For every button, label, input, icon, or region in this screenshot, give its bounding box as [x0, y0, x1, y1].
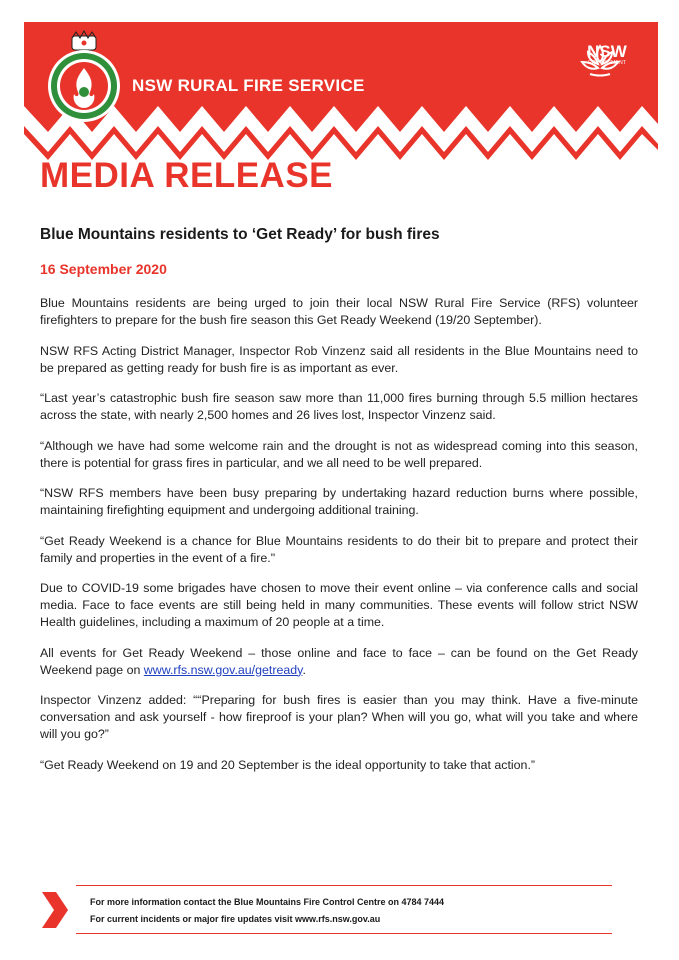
paragraph: “Although we have had some welcome rain and the drought is not as widespread coming into this season, there is potential for grass fires in particular, and we all need to be well prepared.	[40, 438, 638, 470]
paragraph: Due to COVID-19 some brigades have chosen to move their event online – via conference calls and social media. Face to face events are still being held in many communities. These events will follow strict NSW Health guidelines, including a maximum of 20 people at a time.	[40, 581, 638, 629]
paragraph: Blue Mountains residents are being urged to join their local NSW Rural Fire Service (RFS) volunteer firefighters to prepare for the bush fire season this Get Ready Weekend (19/20 September).	[40, 296, 638, 327]
government-logo-text: GOVERNMENT	[587, 60, 627, 66]
chevron-right-icon	[40, 890, 70, 930]
events-paragraph	[40, 645, 638, 679]
events-text: All events for Get Ready Weekend – those online and face to face – can be found on the Get Ready Weekend page on	[40, 645, 638, 677]
headline: Blue Mountains residents to ‘Get Ready’ for bush fires	[40, 226, 440, 243]
crown-icon	[72, 31, 96, 50]
nsw-logo-text: NSW	[587, 42, 627, 61]
release-date: 16 September 2020	[40, 261, 167, 277]
paragraph: NSW RFS Acting District Manager, Inspector Rob Vinzenz said all residents in the Blue Mountains need to be prepared as getting ready for bush fire is as important as ever.	[40, 343, 638, 375]
rfs-emblem	[46, 30, 122, 126]
footer-rule-top	[76, 885, 612, 886]
body-copy	[40, 295, 638, 787]
organisation-name: NSW RURAL FIRE SERVICE	[132, 76, 365, 95]
paragraph: “Last year’s catastrophic bush fire season saw more than 11,000 fires burning through 5.5 million hectares across the state, with nearly 2,500 homes and 26 lives lost, Inspector Vinzenz said.	[40, 391, 638, 422]
footer-rule-bottom	[76, 933, 612, 934]
paragraph: “Get Ready Weekend on 19 and 20 September is the ideal opportunity to take that action.”	[40, 757, 536, 772]
footer-updates-line: For current incidents or major fire updates visit www.rfs.nsw.gov.au	[90, 914, 381, 924]
get-ready-link[interactable]: www.rfs.nsw.gov.au/getready	[143, 662, 303, 677]
waratah-icon	[580, 44, 620, 78]
nsw-government-logo	[580, 44, 634, 116]
events-text-end: .	[302, 662, 306, 677]
document-type-title: MEDIA RELEASE	[40, 156, 334, 195]
footer	[36, 882, 612, 938]
footer-contact-line: For more information contact the Blue Mountains Fire Control Centre on 4784 7444	[90, 897, 445, 907]
paragraph: Inspector Vinzenz added: ““Preparing for bush fires is easier than you may think. Have a five-minute conversation and ask yourself - how fireproof is your plan? When will you go, what will you take and where will you go?”	[40, 693, 638, 741]
paragraph: “Get Ready Weekend is a chance for Blue Mountains residents to do their bit to prepare and protect their family and properties in the event of a fire."	[40, 533, 638, 565]
paragraph: “NSW RFS members have been busy preparing by undertaking hazard reduction burns where possible, maintaining firefighting equipment and undergoing additional training.	[40, 486, 638, 517]
